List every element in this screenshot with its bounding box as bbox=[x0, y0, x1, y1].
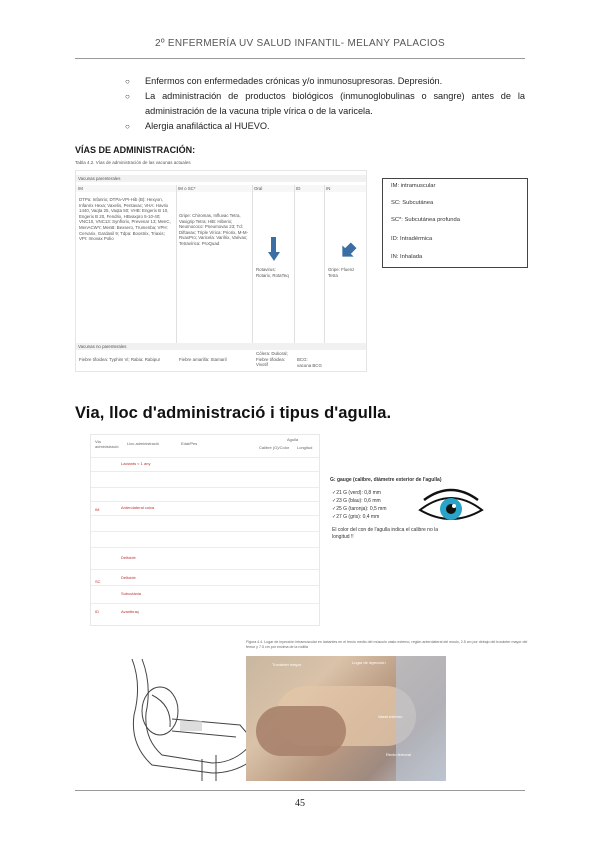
site: Deltoide bbox=[121, 575, 136, 580]
col-oral: Oral bbox=[254, 186, 263, 191]
page-header: 2º ENFERMERÍA UV SALUD INFANTIL- MELANY PALACIOS bbox=[155, 38, 445, 49]
table-rule bbox=[91, 603, 319, 604]
needle-table bbox=[90, 434, 320, 626]
th-needle: Agulla bbox=[287, 437, 299, 442]
band-oral: Vacunas no parenterales bbox=[76, 343, 366, 350]
th-site: Lloc administració bbox=[127, 441, 160, 446]
bullet-item: ○ La administración de productos biológicos (inmunoglobulinas o sangre) antes de la administración de la vacuna triple vírica o de la varicela. bbox=[125, 91, 525, 116]
gauge-item: ✓21 G (verd): 0,8 mm bbox=[332, 490, 381, 496]
th-route: Via administració bbox=[95, 439, 119, 449]
arrow-diagonal-icon bbox=[338, 241, 358, 261]
header-row bbox=[76, 185, 366, 192]
photo-label: Lugar de inyección bbox=[352, 660, 386, 665]
site: Lactants < 1 any bbox=[121, 461, 151, 466]
col-divider bbox=[294, 185, 295, 343]
cell-imsc: Gripe: Chiromas, Influvac Tetra, Vaxigrip Tetra; HiB: Hiberix; Neumococo: Pneumovax 23; Td: Diftavax; Triple Vírica: Priorix, M-M-RvaxPro; Varicela: Varilrix, Varivax; Tetravírica: ProQuad bbox=[179, 213, 249, 246]
gauge-note: El color del con de l'agulla indica el calibre no la longitud !! bbox=[332, 527, 439, 540]
cell-row2-imsc: Fiebre amarilla: Stamaril bbox=[179, 357, 227, 362]
needle-heading: Via, lloc d'administració i tipus d'agulla. bbox=[75, 404, 392, 422]
site: Deltoide bbox=[121, 555, 136, 560]
eye-icon bbox=[418, 488, 484, 528]
routes-table-box bbox=[75, 170, 367, 372]
cell-row2-oral: Cólera: Dukoral; Fiebre tifoidea: Vivotif bbox=[256, 351, 288, 368]
legend-item: SC: Subcutánea bbox=[391, 200, 434, 206]
table-rule bbox=[91, 531, 319, 532]
legend-item: SC*: Subcutánea profunda bbox=[391, 217, 460, 223]
table-rule bbox=[91, 585, 319, 586]
site: Anterolateral cuixa bbox=[121, 505, 155, 510]
col-in: IN bbox=[326, 186, 331, 191]
injection-site-photo bbox=[246, 656, 446, 781]
th-age: Edat/Pes bbox=[181, 441, 198, 446]
col-im: IM bbox=[78, 186, 83, 191]
routes-table bbox=[75, 160, 367, 372]
bullet-item: ○ Alergia anafiláctica al HUEVO. bbox=[125, 121, 270, 131]
figure-caption: Figura 4.4. Lugar de inyección intramuscular en lactantes en el tercio medio del músculo vasto externo, región anterolateral del muslo, 2.5 cm por debajo del trocánter mayor del fémur y 7.5 cm por encima de la rodilla bbox=[246, 640, 528, 649]
cell-row2-id: BCG: vacuna BCG bbox=[297, 357, 322, 368]
cell-in: Gripe: Fluenz Tetra bbox=[328, 267, 355, 278]
gauge-item: ✓23 G (blau): 0,6 mm bbox=[332, 498, 381, 504]
footer-rule bbox=[75, 790, 525, 791]
photo-label: Recto femoral bbox=[386, 752, 411, 757]
site: Avantbraç bbox=[121, 609, 139, 614]
col-divider bbox=[176, 185, 177, 343]
col-id: ID bbox=[296, 186, 301, 191]
table-rule bbox=[91, 487, 319, 488]
legend-item: IM: intramuscular bbox=[391, 183, 436, 189]
cell-im: DTPa: Infanrix; DTPa-VPI-Hib (B): Hexyon, Infanrix Hexa; Vaxelis, Pentavac; VHA: Havrix 1440, Vaqta 25, Vaqta 50; VHB: Engerix B 10, Engerix B 20, Fendrix, HBvaxpro 5-10-40; VNC10, VNC13: Synflorix, Prevenar 13; MenC, MenACWY; MenB: Bexsero, Trumenba; VPH: Cervarix, Gardasil 9; Tdpa: Boostrix, Triaxis; VPI: Imovax Polio bbox=[79, 197, 171, 242]
col-imsc: IM o SC* bbox=[178, 186, 196, 191]
route-id: ID bbox=[95, 609, 99, 614]
routes-table-caption: Tabla 4.2. Vías de administración de las vacunas actuales bbox=[75, 160, 191, 165]
header-rule bbox=[75, 58, 525, 59]
cell-oral: Rotavirus: Rotarix, RotaTeq bbox=[256, 267, 289, 278]
photo-label: Vasto externo bbox=[378, 714, 403, 719]
page-number: 45 bbox=[295, 798, 305, 809]
gauge-title: G: gauge (calibre, diàmetre exterior de l'agulla) bbox=[330, 477, 442, 483]
th-length: Longitud bbox=[297, 445, 313, 450]
site: Subcutània bbox=[121, 591, 142, 596]
route-im: IM bbox=[95, 507, 100, 512]
col-divider bbox=[324, 185, 325, 343]
section-title: VÍAS DE ADMINISTRACIÓN: bbox=[75, 145, 196, 155]
gauge-item: ✓25 G (taronja): 0,5 mm bbox=[332, 506, 387, 512]
legend-item: IN: Inhalada bbox=[391, 254, 423, 260]
table-rule bbox=[91, 569, 319, 570]
th-gauge: Calibre (G)/Color bbox=[259, 445, 290, 450]
table-rule bbox=[91, 515, 319, 516]
legend-item: ID: Intradérmica bbox=[391, 236, 433, 242]
cell-row2-im: Fiebre tifoidea: Typhim Vi; Rabia: Rabipur bbox=[79, 357, 161, 362]
abbreviation-legend bbox=[382, 178, 528, 268]
bullet-item: ○ Enfermos con enfermedades crónicas y/o inmunosupresoras. Depresión. bbox=[125, 76, 443, 86]
band-parenteral: Vacunas parenterales bbox=[76, 175, 366, 182]
gauge-item: ✓27 G (gris): 0,4 mm bbox=[332, 514, 380, 520]
table-rule bbox=[91, 501, 319, 502]
table-rule bbox=[91, 547, 319, 548]
table-rule bbox=[91, 457, 319, 458]
col-divider bbox=[252, 185, 253, 343]
arrow-down-icon bbox=[271, 237, 276, 253]
route-sc: SC bbox=[95, 579, 101, 584]
photo-label: Trocánter mayor bbox=[272, 662, 302, 667]
table-rule bbox=[91, 471, 319, 472]
arrow-down-icon bbox=[268, 252, 280, 261]
